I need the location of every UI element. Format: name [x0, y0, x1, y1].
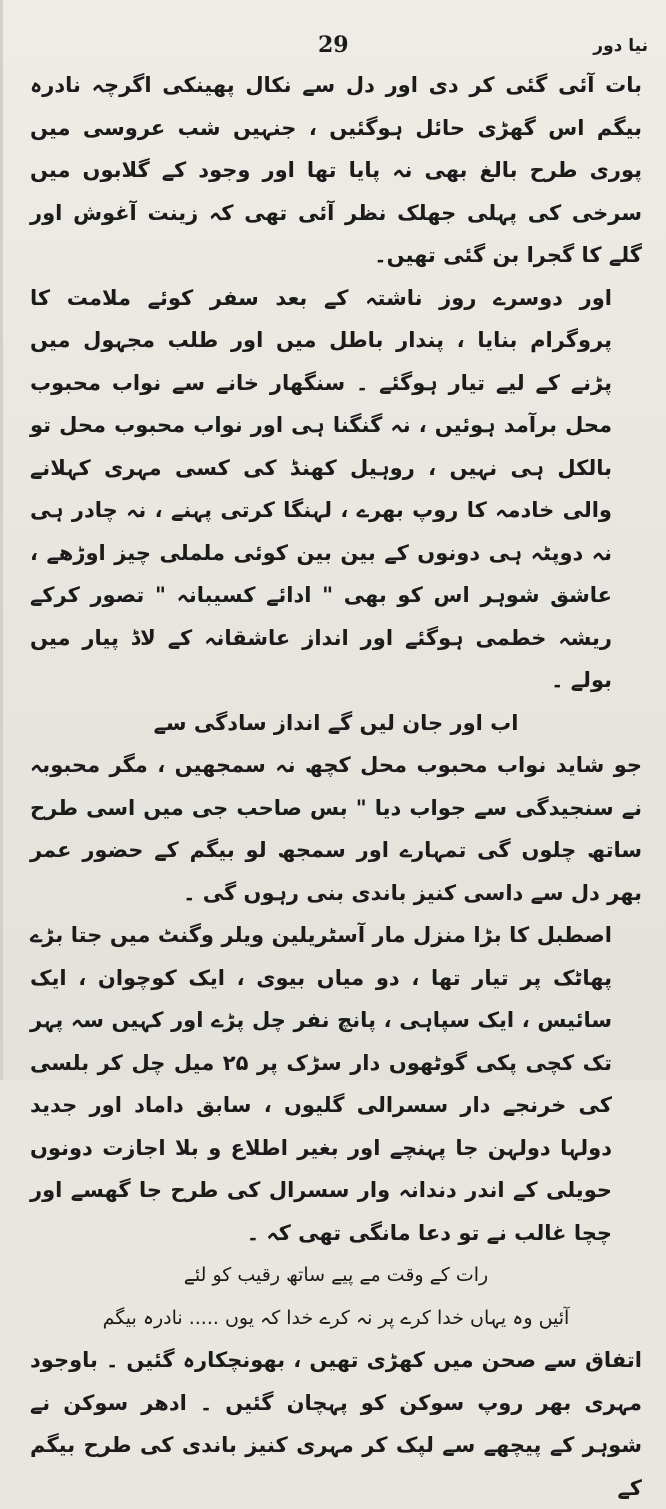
verse-line-1: رات کے وقت مے پیے ساتھ رقیب کو لئے — [183, 1264, 489, 1286]
paragraph-1: بات آئی گئی کر دی اور دل سے نکال پھینکی اگرچہ نادرہ بیگم اس گھڑی حائل ہوگئیں ، جنہیں شب عروسی میں پوری طرح بالغ بھی نہ پایا تھا اور وجود کے گلابوں میں سرخی کی پہلی جھلک نظر آئی تھی کہ زینت آغوش اور گلے کا گجرا بن گئی تھیں۔ — [30, 73, 642, 267]
paragraph-3: جو شاید نواب محبوب محل کچھ نہ سمجھیں ، مگر محبوبہ نے سنجیدگی سے جواب دیا " بس صاحب جی میں اسی طرح ساتھ چلوں گی تمہارے اور سمجھ لو بیگم کے حضور عمر بھر دل سے داسی کنیز باندی بنی رہوں گی ۔ — [30, 753, 642, 905]
page-number: 29 — [318, 32, 349, 58]
page-header — [0, 22, 666, 62]
poetic-line: اب اور جان لیں گے انداز سادگی سے — [153, 710, 519, 735]
paragraph-2: اور دوسرے روز ناشتہ کے بعد سفر کوئے ملامت کا پروگرام بنایا ، پندار باطل میں اور طلب مجہول میں پڑنے کے لیے تیار ہوگئے ۔ سنگھار خانے سے نواب محبوب محل برآمد ہوئیں ، نہ گنگنا ہی اور نواب محبوب محل تو بالکل ہی نہیں ، روہیل کھنڈ کی کسی مہری کہلانے والی خادمہ کا روپ بھرے ، لہنگا کرتی پہنے ، نہ چادر ہی نہ دوپٹہ ہی دونوں کے بین بین کوئی ململی چیز اوڑھے ، عاشق شوہر اس کو بھی " ادائے کسیبانہ " تصور کرکے ریشہ خطمی ہوگئے اور انداز عاشقانہ کے لاڈ پیار میں بولے ۔ — [30, 285, 612, 692]
running-title: نیا دور — [593, 36, 648, 56]
verse-line-2: آئیں وہ یہاں خدا کرے پر نہ کرے خدا کہ یوں ..... نادرہ بیگم — [102, 1306, 570, 1329]
page-body — [30, 64, 642, 1509]
paragraph-4: اصطبل کا بڑا منزل مار آسٹریلین ویلر وگنٹ میں جتا بڑے پھاٹک پر تیار تھا ، دو میاں بیوی ، ایک کوچوان ، ایک سائیس ، ایک سپاہی ، پانچ نفر چل پڑے اور کہیں سہ پہر تک کچی پکی گوٹھوں دار سڑک پر ۲۵ میل چل کر بلسی کی خرنجے دار سسرالی گلیوں ، سابق داماد اور جدید دولہا دولہن جا پہنچے اور بغیر اطلاع و بلا اجازت دونوں حویلی کے اندر دندانہ وار سسرال کی طرح جا گھسے اور چچا غالب نے تو دعا مانگی تھی کہ ۔ — [30, 923, 613, 1245]
scan-edge — [0, 0, 3, 1080]
paragraph-5: اتفاق سے صحن میں کھڑی تھیں ، بھونچکارہ گئیں ۔ باوجود مہری بھر روپ سوکن کو پہچان گئیں ۔ ادھر سوکن نے شوہر کے پیچھے سے لپک کر مہری کنیز باندی کی طرح بیگم کے — [30, 1348, 642, 1500]
